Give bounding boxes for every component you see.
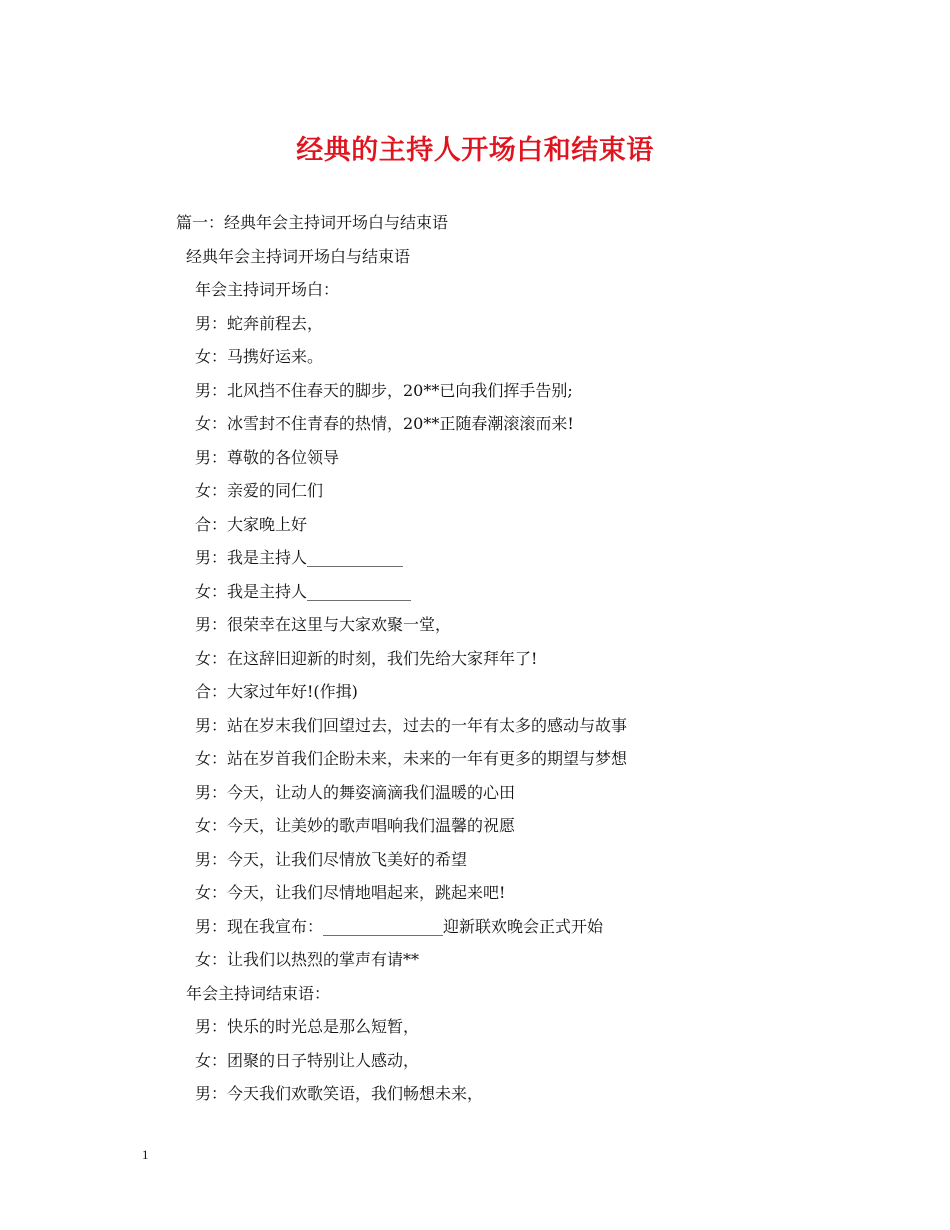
dialogue-line: 女：团聚的日子特别让人感动，	[195, 1050, 420, 1070]
page-number: 1	[142, 1147, 149, 1162]
dialogue-line: 男：现在我宣布：_______________迎新联欢晚会正式开始	[195, 916, 604, 936]
dialogue-line: 女：让我们以热烈的掌声有请**	[195, 950, 420, 969]
dialogue-line: 女：亲爱的同仁们	[195, 481, 324, 500]
dialogue-line: 女：我是主持人_____________	[195, 581, 412, 601]
dialogue-line: 男：快乐的时光总是那么短暂，	[195, 1017, 420, 1036]
dialogue-line: 男：尊敬的各位领导	[195, 447, 340, 467]
dialogue-line: 男：今天我们欢歌笑语，我们畅想未来，	[195, 1084, 484, 1103]
dialogue-line: 男：蛇奔前程去，	[195, 313, 324, 333]
dialogue-line: 男：站在岁末我们回望过去，过去的一年有太多的感动与故事	[195, 715, 628, 735]
dialogue-line: 合：大家过年好!(作揖)	[195, 682, 358, 701]
dialogue-line: 男：今天，让动人的舞姿滴滴我们温暖的心田	[195, 782, 516, 802]
subheading: 经典年会主持词开场白与结束语	[186, 246, 411, 266]
dialogue-line: 男：今天，让我们尽情放飞美好的希望	[195, 849, 468, 869]
dialogue-line: 女：今天，让我们尽情地唱起来，跳起来吧!	[195, 883, 506, 902]
dialogue-line: 女：今天，让美妙的歌声唱响我们温馨的祝愿	[195, 816, 516, 835]
dialogue-line: 女：马携好运来。	[195, 347, 324, 366]
paragraph-heading: 年会主持词开场白：	[195, 280, 340, 299]
dialogue-line: 男：很荣幸在这里与大家欢聚一堂，	[195, 615, 452, 634]
document-body	[0, 206, 950, 1111]
dialogue-line: 女：在这辞旧迎新的时刻，我们先给大家拜年了!	[195, 648, 538, 668]
dialogue-line: 女：冰雪封不住青春的热情，20**正随春潮滚滚而来!	[195, 414, 574, 433]
section-heading: 篇一：经典年会主持词开场白与结束语	[176, 213, 449, 232]
dialogue-line: 女：站在岁首我们企盼未来，未来的一年有更多的期望与梦想	[195, 749, 628, 768]
document-title: 经典的主持人开场白和结束语	[296, 135, 654, 166]
dialogue-line: 男：北风挡不住春天的脚步，20**已向我们挥手告别;	[195, 380, 573, 400]
dialogue-line: 合：大家晚上好	[195, 514, 308, 534]
paragraph-heading: 年会主持词结束语：	[186, 983, 331, 1003]
dialogue-line: 男：我是主持人____________	[195, 548, 404, 567]
